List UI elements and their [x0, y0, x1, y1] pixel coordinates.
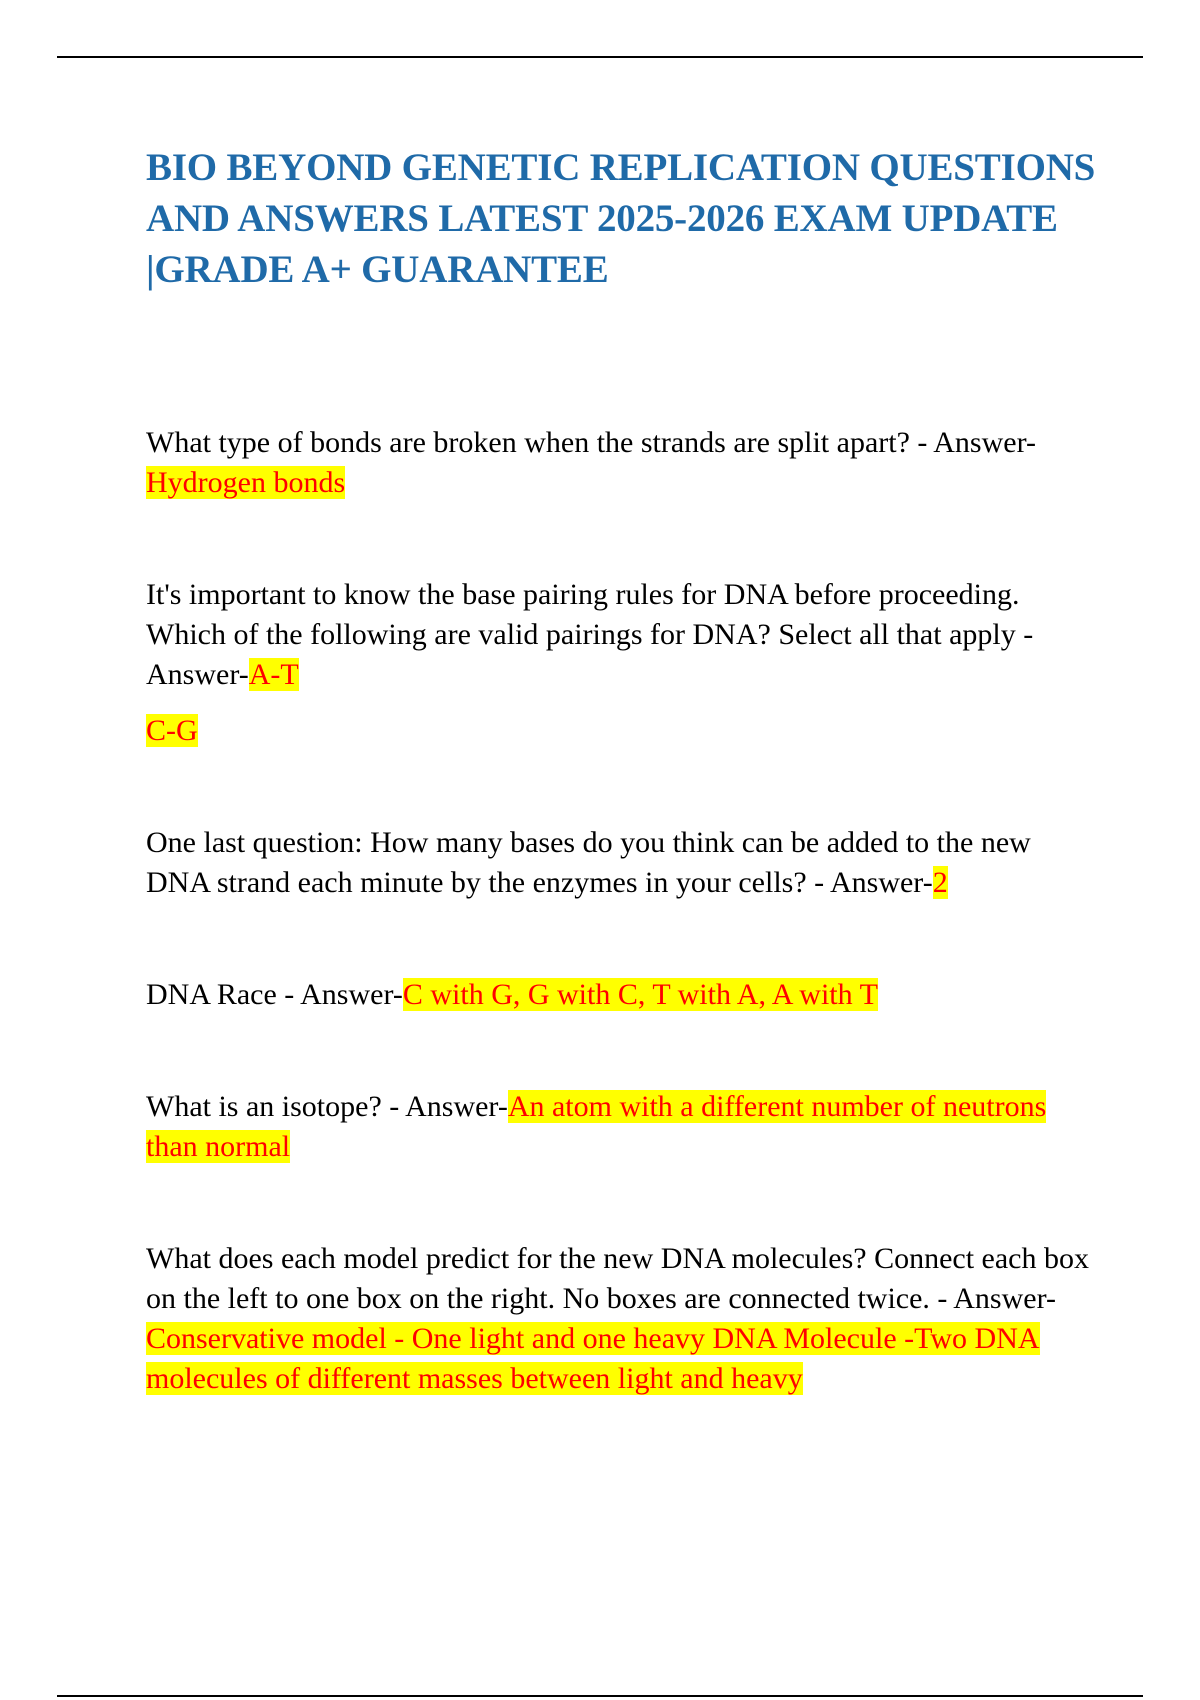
question-text: What type of bonds are broken when the strands are split apart? - [146, 426, 934, 459]
qa-item-dna-race [146, 975, 1096, 1015]
question-text: It's important to know the base pairing rules for DNA before proceeding. Which of the following are valid pairings for DNA? Select all that apply - [146, 578, 1034, 651]
answer-prefix: Answer- [829, 866, 933, 899]
answer-text: 2 [932, 866, 948, 899]
qa-item-base-pairing [146, 575, 1096, 695]
question-text: What is an isotope? - [146, 1090, 406, 1123]
bottom-rule [57, 1695, 1143, 1697]
answer-prefix: Answer- [405, 1090, 508, 1123]
answer-text: An atom with a different number of neutrons than normal [146, 1090, 1047, 1163]
answer-prefix: Answer- [933, 426, 1036, 459]
answer-text: C with G, G with C, T with A, A with T [402, 978, 878, 1011]
question-text: What does each model predict for the new DNA molecules? Connect each box on the left to one box on the right. No boxes are connected twice. - [146, 1242, 1089, 1315]
answer-text: Conservative model - One light and one heavy DNA Molecule -Two DNA molecules of different masses between light and heavy [146, 1322, 1040, 1395]
answer-text: C-G [146, 714, 198, 747]
answer-prefix: Answer- [146, 658, 249, 691]
question-text: One last question: How many bases do you think can be added to the new DNA strand each minute by the enzymes in your cells? - [146, 826, 1031, 899]
answer-text: Hydrogen bonds [146, 466, 346, 499]
qa-item-model-prediction [146, 1239, 1096, 1399]
qa-item-isotope [146, 1087, 1096, 1167]
answer-text: A-T [248, 658, 299, 691]
top-rule [57, 56, 1143, 58]
qa-item-bases-per-minute [146, 823, 1096, 903]
answer-prefix: Answer- [300, 978, 403, 1011]
qa-item-base-pairing-line2 [146, 711, 1096, 751]
question-text: DNA Race - [146, 978, 301, 1011]
answer-prefix: Answer- [953, 1282, 1056, 1315]
document-title: BIO BEYOND GENETIC REPLICATION QUESTIONS AND ANSWERS LATEST 2025-2026 EXAM UPDATE |GRADE A+ GUARANTEE [146, 146, 1096, 291]
document-body [146, 142, 1096, 1399]
qa-item-bonds [146, 423, 1096, 503]
